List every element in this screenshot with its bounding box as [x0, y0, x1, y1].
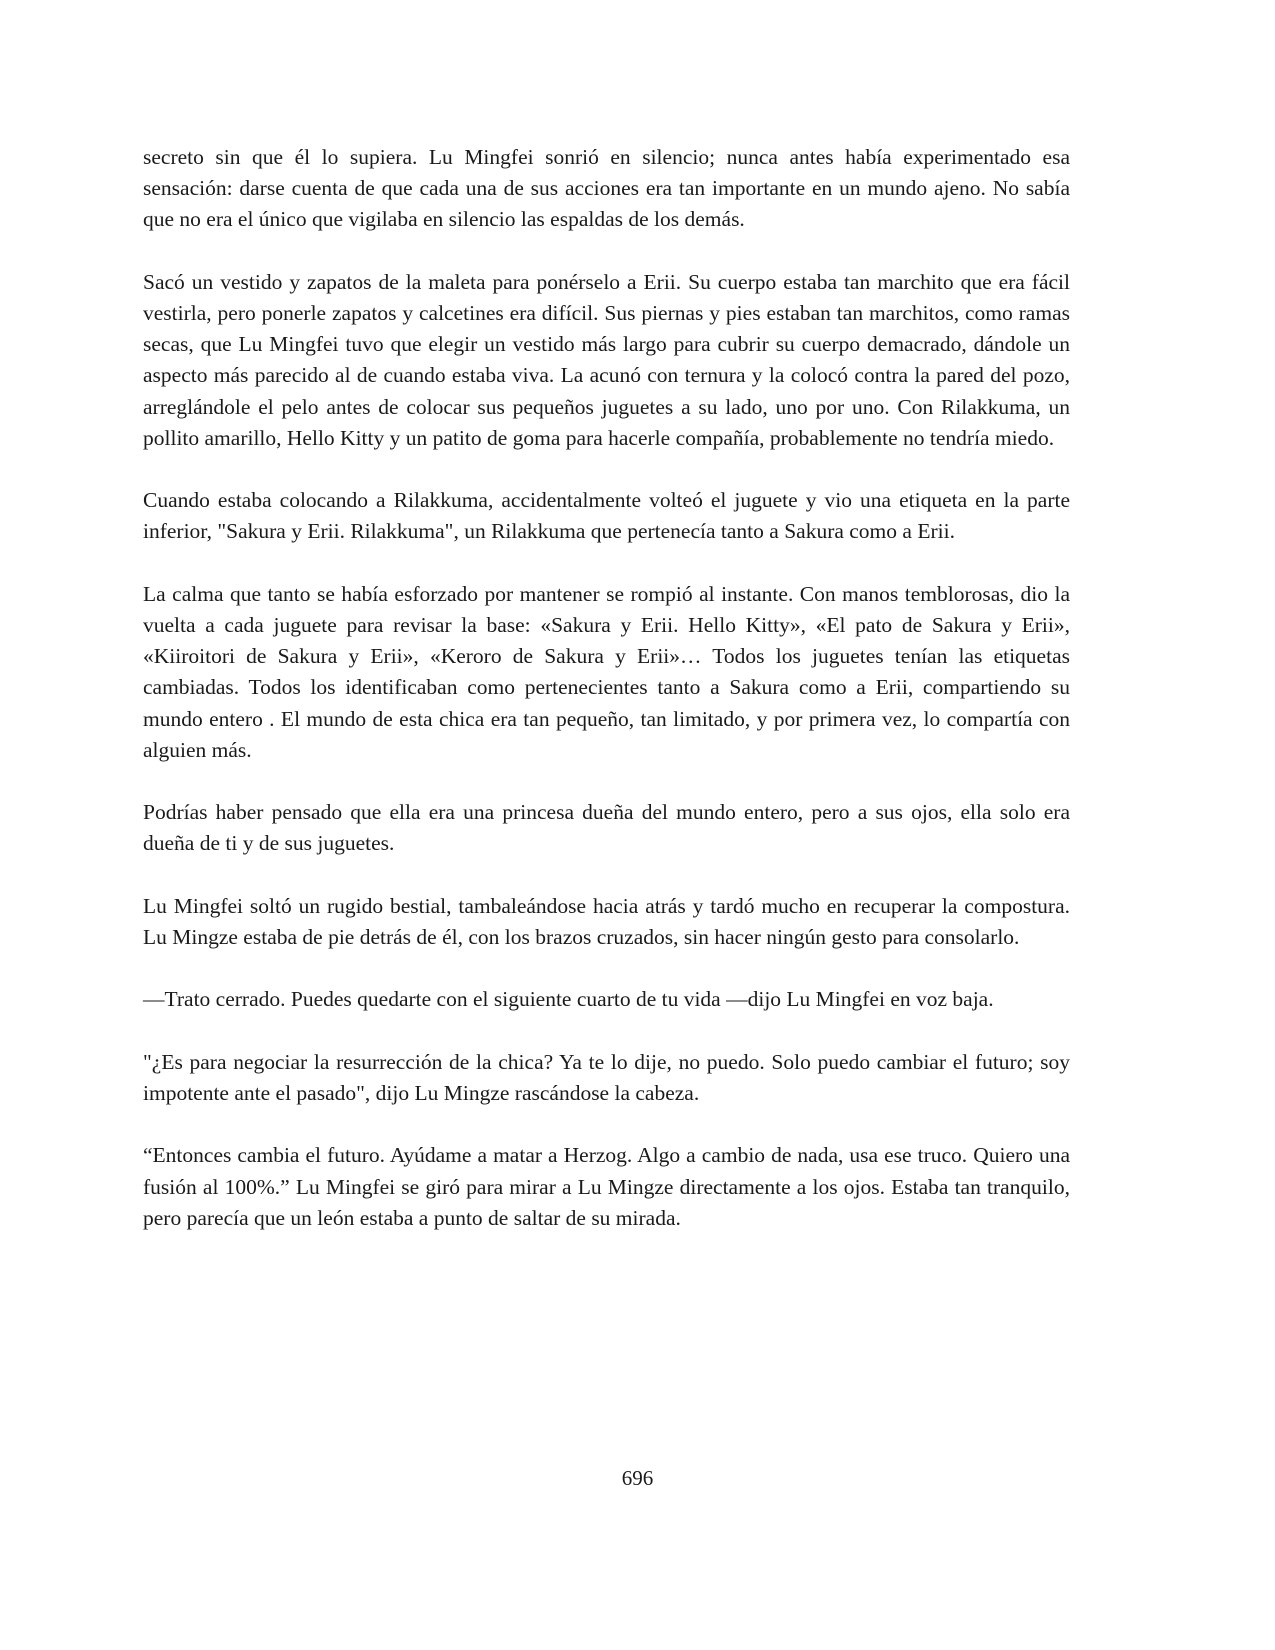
paragraph: “Entonces cambia el futuro. Ayúdame a matar a Herzog. Algo a cambio de nada, usa ese truco. Quiero una fusión al 100%.” Lu Mingfei se giró para mirar a Lu Mingze directamente a los ojos. Estaba tan tranquilo, pero parecía que un león estaba a punto de saltar de su mirada.: [143, 1143, 1070, 1230]
paragraph: —Trato cerrado. Puedes quedarte con el siguiente cuarto de tu vida —dijo Lu Mingfei en voz baja.: [143, 987, 994, 1012]
page-body: [143, 142, 1070, 1265]
paragraph: Podrías haber pensado que ella era una princesa dueña del mundo entero, pero a sus ojos, ella solo era dueña de ti y de sus juguetes.: [143, 800, 1070, 856]
paragraph: La calma que tanto se había esforzado por mantener se rompió al instante. Con manos temblorosas, dio la vuelta a cada juguete para revisar la base: «Sakura y Erii. Hello Kitty», «El pato de Sakura y Erii», «Kiiroitori de Sakura y Erii», «Keroro de Sakura y Erii»… Todos los juguetes tenían las etiquetas cambiadas. Todos los identificaban como pertenecientes tanto a Sakura como a Erii, compartiendo su mundo entero . El mundo de esta chica era tan pequeño, tan limitado, y por primera vez, lo compartía con alguien más.: [143, 581, 1070, 762]
paragraph: Lu Mingfei soltó un rugido bestial, tambaleándose hacia atrás y tardó mucho en recuperar la compostura. Lu Mingze estaba de pie detrás de él, con los brazos cruzados, sin hacer ningún gesto para consolarlo.: [143, 893, 1070, 949]
paragraph: Cuando estaba colocando a Rilakkuma, accidentalmente volteó el juguete y vio una etiqueta en la parte inferior, "Sakura y Erii. Rilakkuma", un Rilakkuma que pertenecía tanto a Sakura como a Erii.: [143, 488, 1070, 544]
page-number: 696: [621, 1466, 654, 1490]
paragraph: "¿Es para negociar la resurrección de la chica? Ya te lo dije, no puedo. Solo puedo cambiar el futuro; soy impotente ante el pasado", dijo Lu Mingze rascándose la cabeza.: [143, 1049, 1070, 1105]
paragraph: Sacó un vestido y zapatos de la maleta para ponérselo a Erii. Su cuerpo estaba tan marchito que era fácil vestirla, pero ponerle zapatos y calcetines era difícil. Sus piernas y pies estaban tan marchitos, como ramas secas, que Lu Mingfei tuvo que elegir un vestido más largo para cubrir su cuerpo demacrado, dándole un aspecto más parecido al de cuando estaba viva. La acunó con ternura y la colocó contra la pared del pozo, arreglándole el pelo antes de colocar sus pequeños juguetes a su lado, uno por uno. Con Rilakkuma, un pollito amarillo, Hello Kitty y un patito de goma para hacerle compañía, probablemente no tendría miedo.: [143, 269, 1070, 450]
paragraph: secreto sin que él lo supiera. Lu Mingfei sonrió en silencio; nunca antes había experimentado esa sensación: darse cuenta de que cada una de sus acciones era tan importante en un mundo ajeno. No sabía que no era el único que vigilaba en silencio las espaldas de los demás.: [143, 145, 1070, 232]
